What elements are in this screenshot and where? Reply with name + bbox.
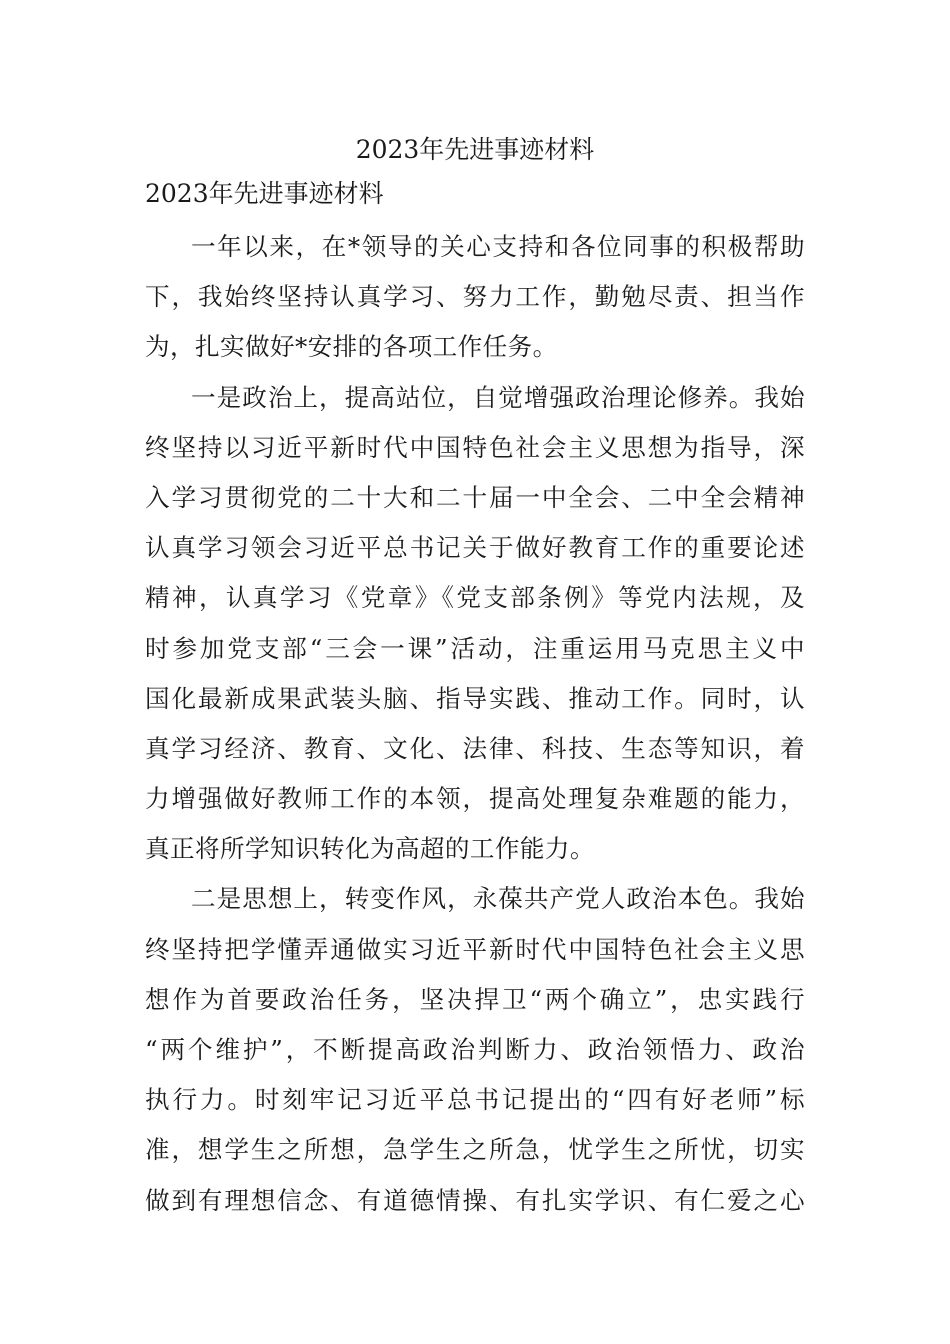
paragraph-line: 终坚持把学懂弄通做实习近平新时代中国特色社会主义思 [145,934,805,964]
paragraph-line: 真学习经济、教育、文化、法律、科技、生态等知识，着 [145,733,805,763]
paragraph-line: 执行力。时刻牢记习近平总书记提出的“四有好老师”标 [145,1085,805,1115]
paragraph-line: 认真学习领会习近平总书记关于做好教育工作的重要论述 [145,533,805,563]
paragraph-intro [145,222,805,373]
paragraph-line: 真正将所学知识转化为高超的工作能力。 [145,834,595,864]
paragraph-line: 国化最新成果武装头脑、指导实践、推动工作。同时，认 [145,683,805,713]
paragraph-line: “两个维护”，不断提高政治判断力、政治领悟力、政治 [145,1035,805,1064]
paragraph-line: 为，扎实做好*安排的各项工作任务。 [145,332,558,362]
paragraph-line: 入学习贯彻党的二十大和二十届一中全会、二中全会精神 [145,482,805,512]
paragraph-line: 一年以来，在*领导的关心支持和各位同事的积极帮助 [191,232,805,261]
paragraph-line: 下，我始终坚持认真学习、努力工作，勤勉尽责、担当作 [145,282,805,312]
paragraph-line: 二是思想上，转变作风，永葆共产党人政治本色。我始 [191,884,805,914]
document-title: 2023年先进事迹材料 [355,135,595,164]
paragraph-line: 做到有理想信念、有道德情操、有扎实学识、有仁爱之心 [145,1185,805,1215]
paragraph-line: 一是政治上，提高站位，自觉增强政治理论修养。我始 [191,382,805,412]
paragraph-line: 终坚持以习近平新时代中国特色社会主义思想为指导，深 [145,432,805,462]
paragraph-line: 想作为首要政治任务，坚决捍卫“两个确立”，忠实践行 [145,984,805,1014]
paragraph-ideological [145,874,805,1225]
document-page [145,128,805,1226]
paragraph-political [145,373,805,875]
document-subtitle: 2023年先进事迹材料 [145,179,384,208]
paragraph-line: 准，想学生之所想，急学生之所急，忧学生之所忧，切实 [145,1135,805,1165]
paragraph-line: 精神，认真学习《党章》《党支部条例》等党内法规，及 [145,583,805,613]
paragraph-line: 时参加党支部“三会一课”活动，注重运用马克思主义中 [145,633,805,663]
paragraph-line: 力增强做好教师工作的本领，提高处理复杂难题的能力， [145,784,805,814]
